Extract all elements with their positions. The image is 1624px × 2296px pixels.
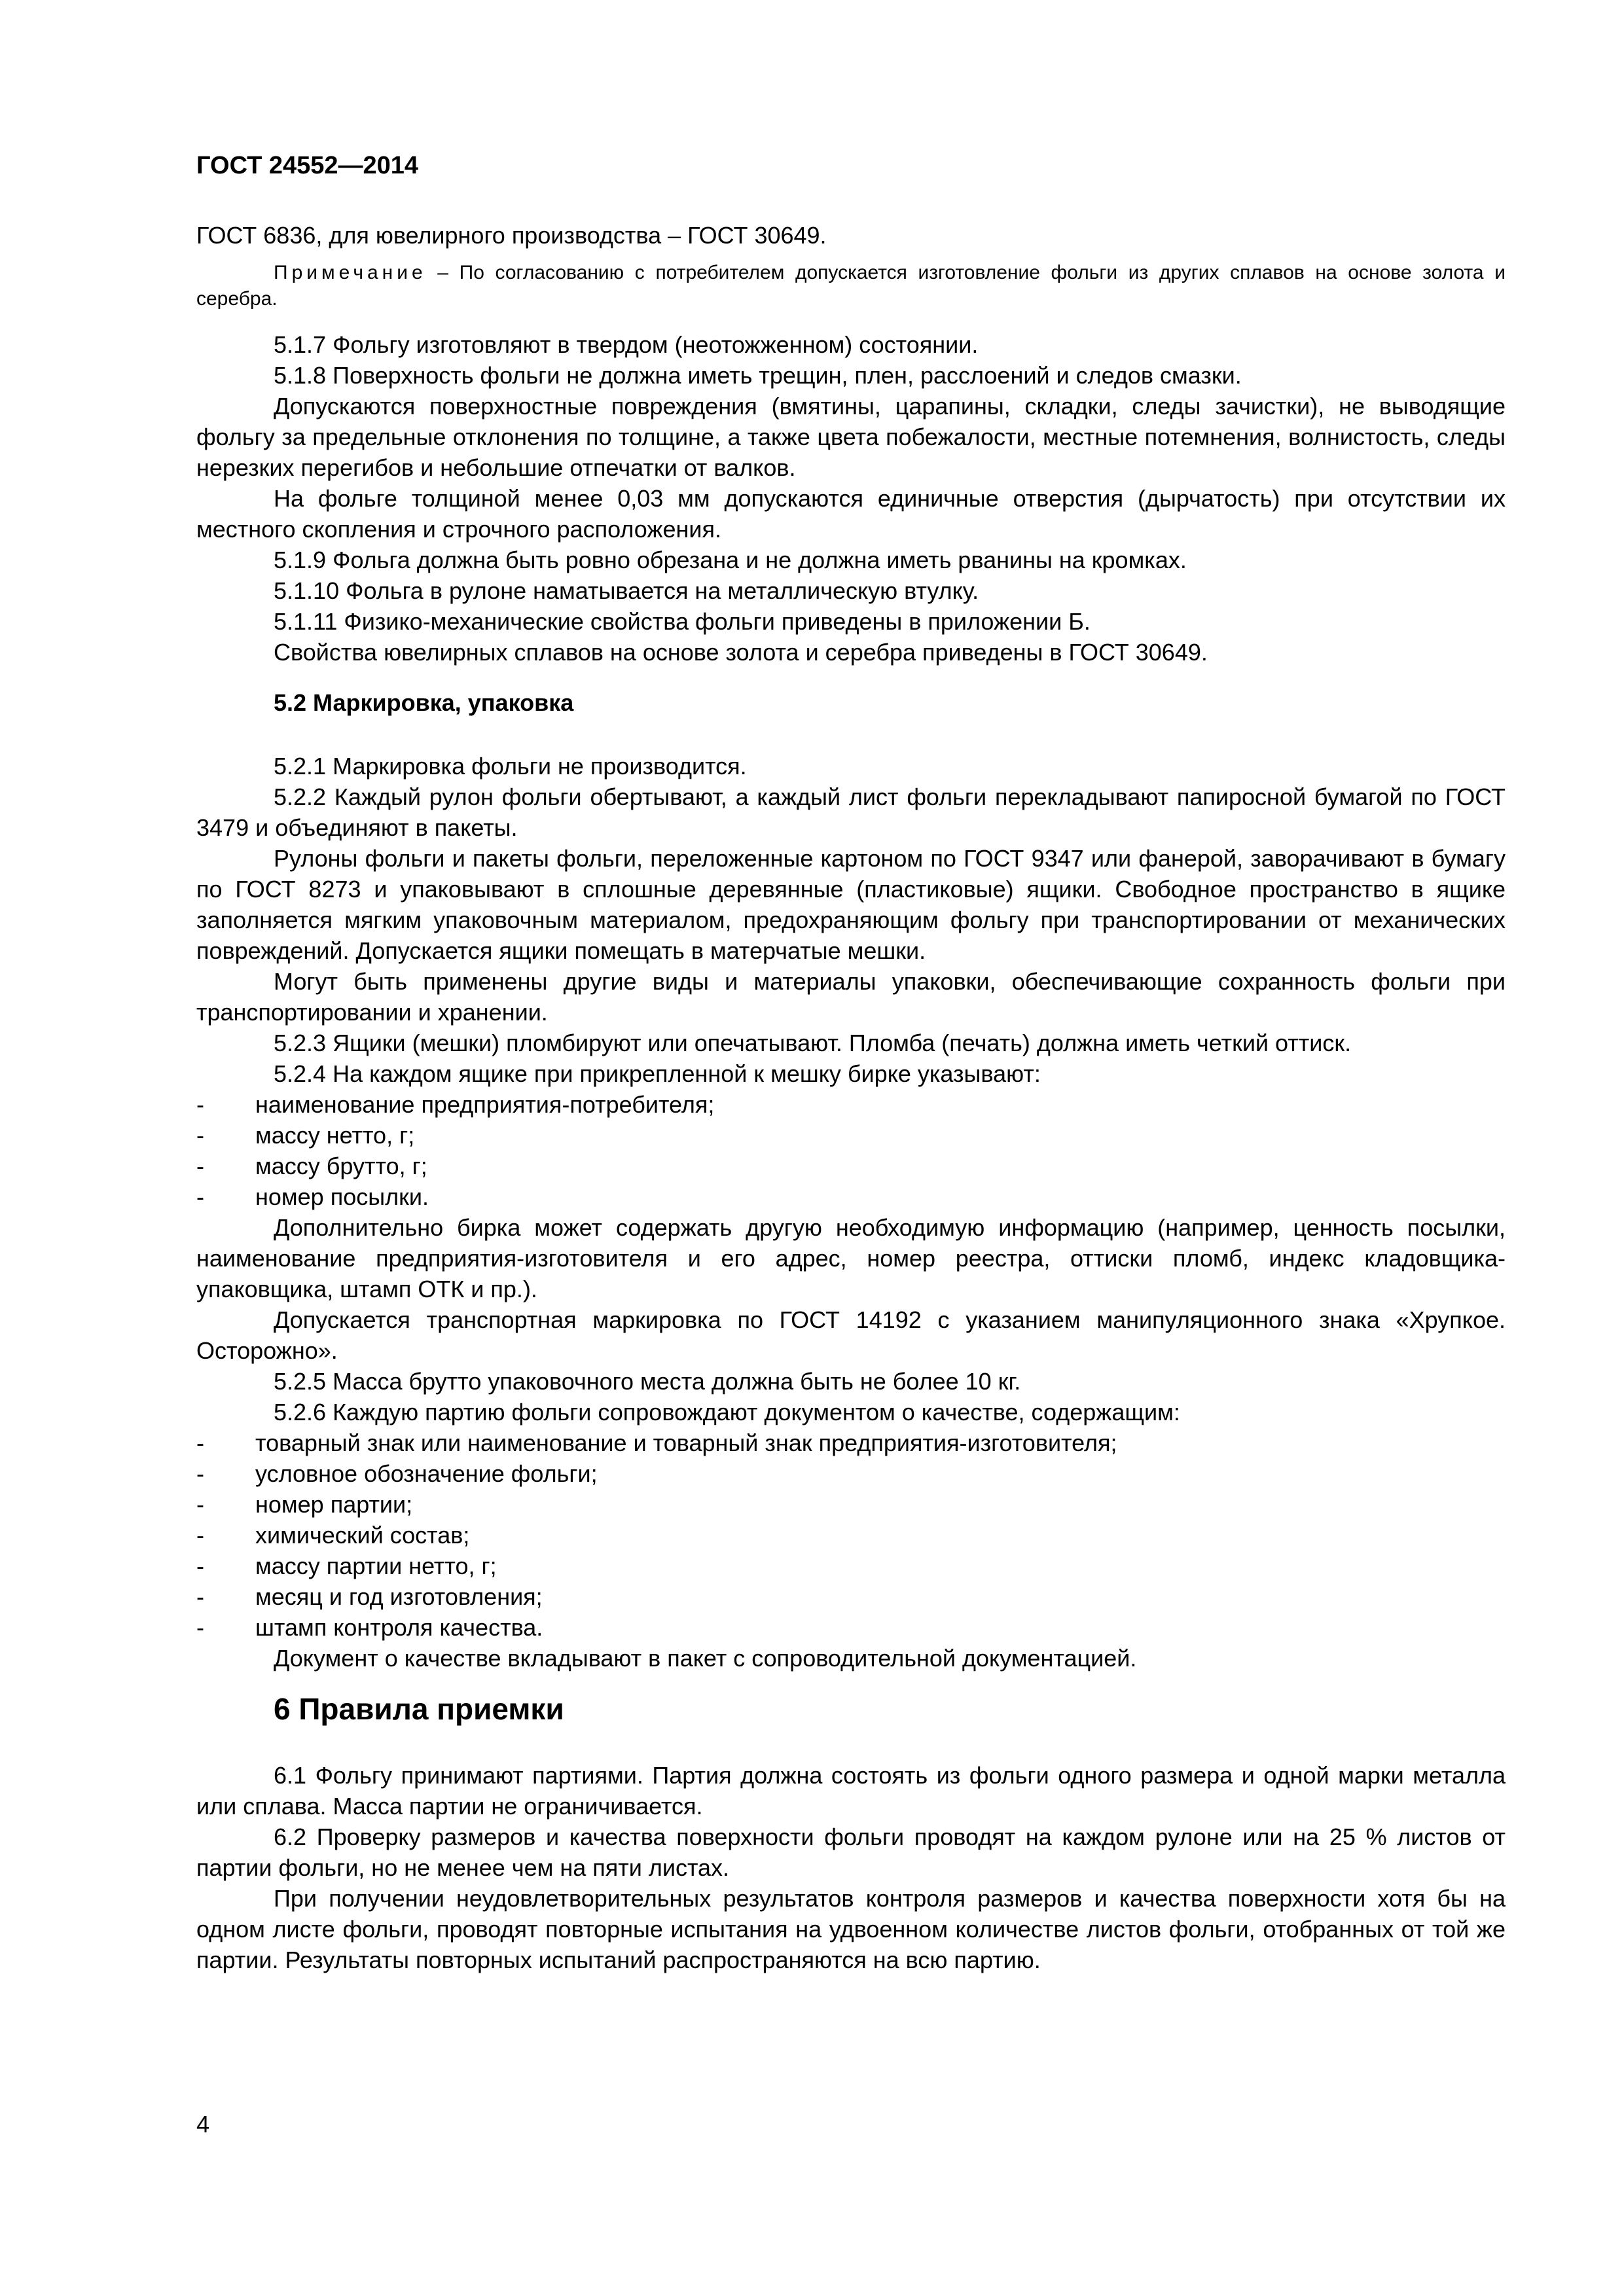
paragraph-6-1: 6.1 Фольгу принимают партиями. Партия должна состоять из фольги одного размера и одной марки металла или сплава. Масса партии не ограничивается. <box>196 1762 1506 1820</box>
list-item: - условное обозначение фольги; <box>196 1460 598 1487</box>
list-item: - товарный знак или наименование и товарный знак предприятия-изготовителя; <box>196 1429 1117 1456</box>
paragraph-5-2-2: 5.2.2 Каждый рулон фольги обертывают, а каждый лист фольги перекладывают папиросной бумагой по ГОСТ 3479 и объединяют в пакеты. <box>196 783 1506 841</box>
paragraph: При получении неудовлетворительных результатов контроля размеров и качества поверхности хотя бы на одном листе фольги, проводят повторные испытания на удвоенном количестве листов фольги, отобранных от той же партии. Результаты повторных испытаний распространяются на всю партию. <box>196 1885 1506 1973</box>
section-heading-6: 6 Правила приемки <box>274 1692 564 1726</box>
list-5-2-6 <box>196 1427 1506 1643</box>
list-item: - наименование предприятия-потребителя; <box>196 1091 715 1118</box>
paragraph: ГОСТ 6836, для ювелирного производства – ГОСТ 30649. <box>196 222 827 249</box>
paragraph-5-2-6: 5.2.6 Каждую партию фольги сопровождают документом о качестве, содержащим: <box>274 1399 1180 1426</box>
subsection-heading-5-2: 5.2 Маркировка, упаковка <box>274 689 574 716</box>
list-item: - месяц и год изготовления; <box>196 1583 543 1610</box>
paragraph-5-1-7: 5.1.7 Фольгу изготовляют в твердом (неотожженном) состоянии. <box>274 331 979 358</box>
note-text: – По согласованию с потребителем допускается изготовление фольги из других сплавов на основе золота и серебра. <box>196 262 1506 310</box>
page-number: 4 <box>196 2111 210 2138</box>
paragraph: Рулоны фольги и пакеты фольги, переложенные картоном по ГОСТ 9347 или фанерой, заворачивают в бумагу по ГОСТ 8273 и упаковывают в сплошные деревянные (пластиковые) ящики. Свободное пространство в ящике заполняется мягким упаковочным материалом, предохраняющим фольгу при транспортировании от механических повреждений. Допускается ящики помещать в матерчатые мешки. <box>196 845 1506 964</box>
paragraph: Допускается транспортная маркировка по ГОСТ 14192 с указанием манипуляционного знака «Хрупкое. Осторожно». <box>196 1306 1506 1364</box>
paragraph: Могут быть применены другие виды и материалы упаковки, обеспечивающие сохранность фольги при транспортировании и хранении. <box>196 968 1506 1026</box>
paragraph: Дополнительно бирка может содержать другую необходимую информацию (например, ценность посылки, наименование предприятия-изготовителя и его адрес, номер реестра, оттиски пломб, индекс кладовщика-упаковщика, штамп ОТК и пр.). <box>196 1214 1506 1302</box>
list-item: - номер посылки. <box>196 1183 429 1210</box>
paragraph-5-2-4: 5.2.4 На каждом ящике при прикрепленной к мешку бирке указывают: <box>274 1060 1041 1087</box>
paragraph: Документ о качестве вкладывают в пакет с сопроводительной документацией. <box>274 1645 1137 1672</box>
paragraph-5-1-11: 5.1.11 Физико-механические свойства фольги приведены в приложении Б. <box>274 608 1091 635</box>
paragraph-5-1-10: 5.1.10 Фольга в рулоне наматывается на металлическую втулку. <box>274 577 979 604</box>
list-item: - массу брутто, г; <box>196 1153 427 1179</box>
paragraph: Допускаются поверхностные повреждения (вмятины, царапины, складки, следы зачистки), не выводящие фольгу за предельные отклонения по толщине, а также цвета побежалости, местные потемнения, волнистость, следы нерезких перегибов и небольшие отпечатки от валков. <box>196 393 1506 481</box>
document-page <box>196 151 1506 1975</box>
note <box>196 260 1506 312</box>
list-item: - номер партии; <box>196 1491 413 1518</box>
document-header: ГОСТ 24552—2014 <box>196 152 419 179</box>
paragraph-5-2-1: 5.2.1 Маркировка фольги не производится. <box>274 753 747 780</box>
list-item: - штамп контроля качества. <box>196 1614 543 1641</box>
list-item: - химический состав; <box>196 1522 470 1549</box>
paragraph: На фольге толщиной менее 0,03 мм допускаются единичные отверстия (дырчатость) при отсутствии их местного скопления и строчного расположения. <box>196 485 1506 543</box>
list-item: - массу нетто, г; <box>196 1122 415 1149</box>
paragraph-5-1-9: 5.1.9 Фольга должна быть ровно обрезана и не должна иметь рванины на кромках. <box>274 547 1187 573</box>
paragraph-6-2: 6.2 Проверку размеров и качества поверхности фольги проводят на каждом рулоне или на 25 % листов от партии фольги, но не менее чем на пяти листах. <box>196 1823 1506 1881</box>
list-item: - массу партии нетто, г; <box>196 1552 497 1579</box>
note-label: Примечание <box>274 262 427 283</box>
paragraph-5-2-5: 5.2.5 Масса брутто упаковочного места должна быть не более 10 кг. <box>274 1368 1021 1395</box>
paragraph-5-1-8: 5.1.8 Поверхность фольги не должна иметь трещин, плен, расслоений и следов смазки. <box>274 362 1242 389</box>
list-5-2-4 <box>196 1089 1506 1212</box>
paragraph-5-2-3: 5.2.3 Ящики (мешки) пломбируют или опечатывают. Пломба (печать) должна иметь четкий оттиск. <box>274 1030 1352 1056</box>
paragraph: Свойства ювелирных сплавов на основе золота и серебра приведены в ГОСТ 30649. <box>274 639 1208 666</box>
